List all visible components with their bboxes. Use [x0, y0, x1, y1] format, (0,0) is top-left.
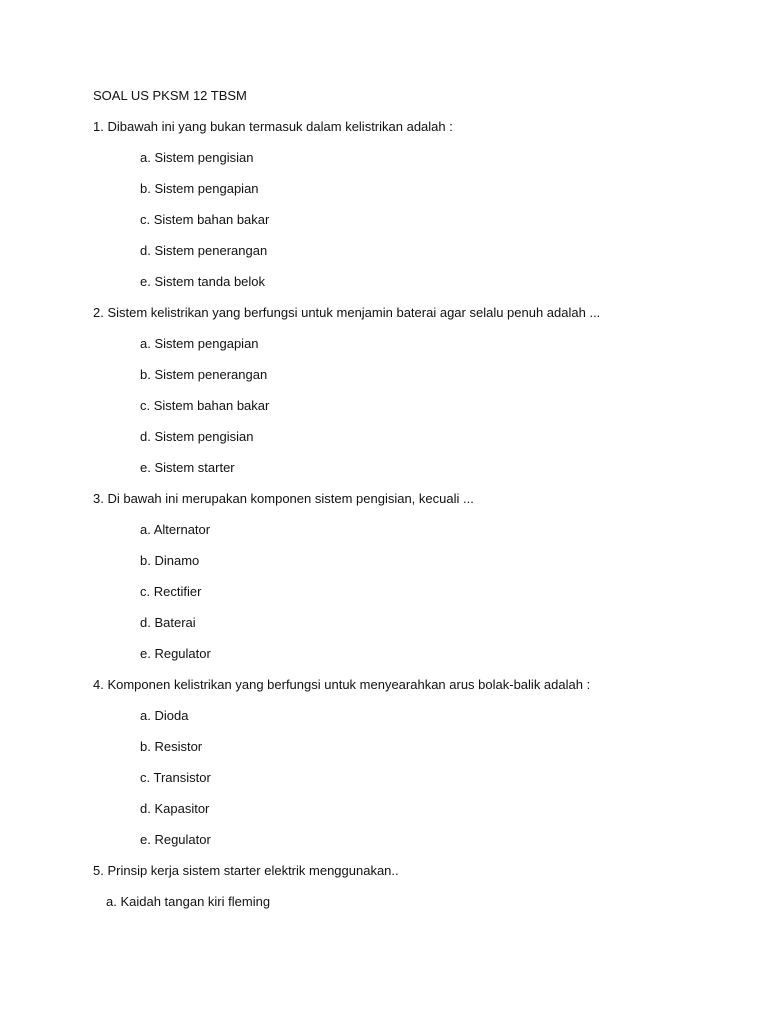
option-a: a. Alternator [140, 522, 211, 537]
option-c: c. Rectifier [140, 584, 202, 599]
option-a: a. Dioda [140, 708, 189, 723]
question-text: 1. Dibawah ini yang bukan termasuk dalam kelistrikan adalah : [93, 119, 453, 134]
option-d: d. Kapasitor [140, 801, 210, 816]
question-text: 2. Sistem kelistrikan yang berfungsi untuk menjamin baterai agar selalu penuh adalah ... [93, 305, 601, 320]
option-b: b. Sistem pengapian [140, 181, 259, 196]
question-5 [93, 862, 733, 924]
option-e: e. Regulator [140, 832, 211, 847]
question-text: 5. Prinsip kerja sistem starter elektrik menggunakan.. [93, 863, 399, 878]
option-a: a. Sistem pengisian [140, 150, 254, 165]
option-d: d. Baterai [140, 615, 196, 630]
option-c: c. Sistem bahan bakar [140, 212, 270, 227]
option-d: d. Sistem penerangan [140, 243, 268, 258]
option-b: b. Sistem penerangan [140, 367, 268, 382]
option-e: e. Regulator [140, 646, 211, 661]
document-title: SOAL US PKSM 12 TBSM [93, 88, 247, 103]
option-e: e. Sistem tanda belok [140, 274, 266, 289]
document-content [93, 87, 733, 924]
option-c: c. Sistem bahan bakar [140, 398, 270, 413]
option-c: c. Transistor [140, 770, 211, 785]
question-2 [93, 304, 733, 490]
option-a: a. Kaidah tangan kiri fleming [106, 894, 271, 909]
option-d: d. Sistem pengisian [140, 429, 254, 444]
option-e: e. Sistem starter [140, 460, 235, 475]
question-4 [93, 676, 733, 862]
option-b: b. Resistor [140, 739, 203, 754]
question-3 [93, 490, 733, 676]
question-text: 4. Komponen kelistrikan yang berfungsi untuk menyearahkan arus bolak-balik adalah : [93, 677, 591, 692]
option-b: b. Dinamo [140, 553, 200, 568]
question-text: 3. Di bawah ini merupakan komponen sistem pengisian, kecuali ... [93, 491, 474, 506]
question-1 [93, 118, 733, 304]
option-a: a. Sistem pengapian [140, 336, 259, 351]
